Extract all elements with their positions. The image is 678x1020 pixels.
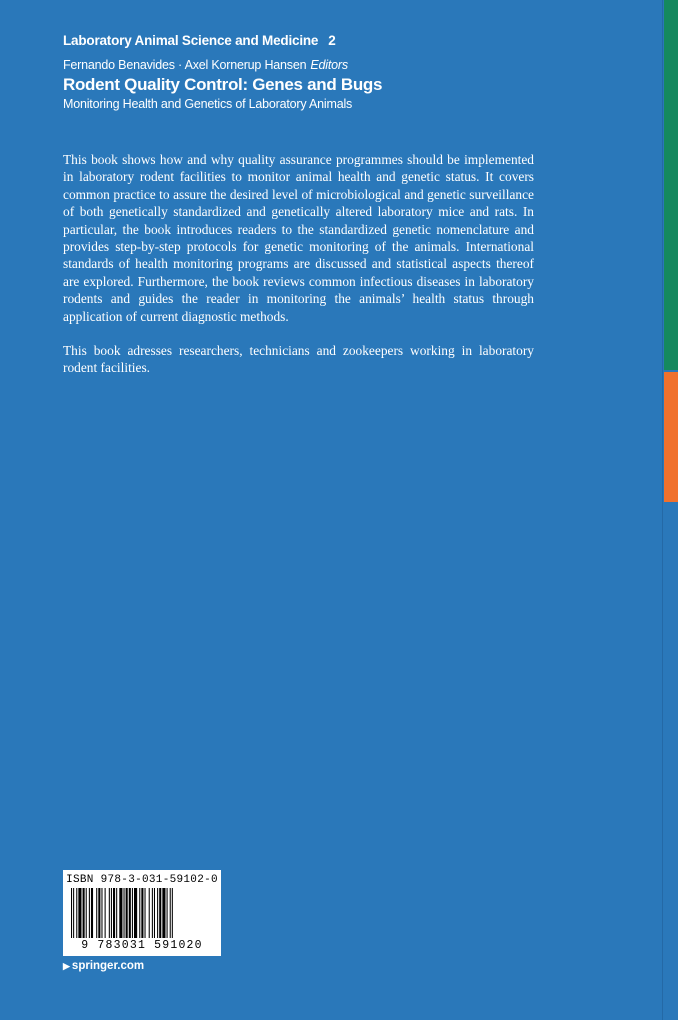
publisher-link[interactable] [63, 960, 144, 972]
editors-role: Editors [310, 58, 348, 72]
green-color-stripe [664, 0, 678, 370]
barcode-box [63, 870, 221, 956]
barcode-digits: 9 783031 591020 [81, 939, 203, 952]
blue-color-stripe [664, 504, 678, 1020]
barcode-bars-icon [71, 888, 213, 938]
series-name: Laboratory Animal Science and Medicine [63, 33, 319, 48]
description-paragraph-1: This book shows how and why quality assurance programmes should be implemented in laboratory rodent facilities to monitor animal health and genetic status. It covers common practice to assure the desired level of microbiological and genetic surveillance of both genetically standardized and genetically altered laboratory mice and rats. In particular, the book introduces readers to the standardized genetic nomenclature and provides step-by-step protocols for genetic monitoring of the animals. International standards of health monitoring programs are discussed and statistical aspects thereof are explored. Furthermore, the book reviews common infectious diseases in laboratory rodents and guides the reader in monitoring the animals’ health status through application of current diagnostic methods. [63, 152, 534, 324]
series-number: 2 [328, 33, 336, 48]
series-line [63, 33, 623, 48]
orange-color-stripe [664, 372, 678, 502]
editor-names: Fernando Benavides · Axel Kornerup Hansen [63, 58, 307, 72]
book-title: Rodent Quality Control: Genes and Bugs [63, 75, 383, 94]
editors-line [63, 58, 623, 72]
triangle-right-icon: ▶ [63, 961, 70, 971]
description-paragraph-2: This book adresses researchers, technicians and zookeepers working in laboratory rodent facilities. [63, 343, 534, 376]
description [63, 151, 534, 394]
book-subtitle: Monitoring Health and Genetics of Laboratory Animals [63, 97, 353, 111]
isbn-label: ISBN 978-3-031-59102-0 [66, 874, 218, 886]
publisher-website: springer.com [71, 960, 145, 972]
book-header [63, 33, 623, 111]
